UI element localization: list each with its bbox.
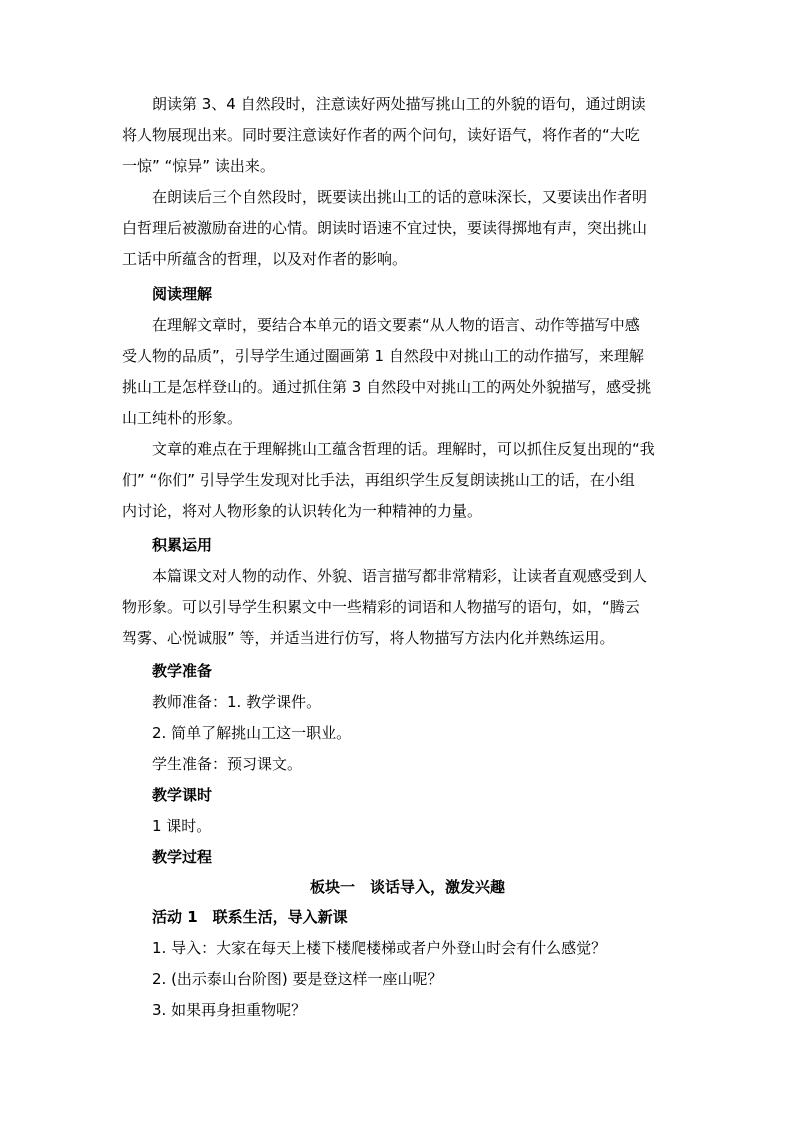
block-title: 板块一 谈话导入，激发兴趣	[310, 878, 506, 896]
step-item: 3. 如果再身担重物呢？	[152, 1001, 307, 1019]
text-line: 将人物展现出来。同时要注意读好作者的两个问句，读好语气，将作者的“大吃	[122, 126, 640, 144]
text-line: 一惊” “惊异” 读出来。	[122, 157, 275, 175]
text-line: 本篇课文对人物的动作、外貌、语言描写都非常精彩，让读者直观感受到人	[152, 567, 648, 585]
text-line: 白哲理后被激励奋进的心情。朗读时语速不宜过快，要读得掷地有声，突出挑山	[122, 219, 648, 237]
activity-title: 活动 1 联系生活，导入新课	[152, 908, 348, 926]
step-item: 1. 导入：大家在每天上楼下楼爬楼梯或者户外登山时会有什么感觉？	[152, 939, 607, 957]
text-line: 驾雾、心悦诚服” 等，并适当进行仿写，将人物描写方法内化并熟练运用。	[122, 629, 615, 647]
section-heading-process: 教学过程	[152, 848, 213, 866]
text-line: 在朗读后三个自然段时，既要读出挑山工的话的意味深长，又要读出作者明	[152, 188, 648, 206]
teacher-preparation: 教师准备：1. 教学课件。	[152, 693, 322, 711]
section-heading-reading-comprehension: 阅读理解	[152, 285, 213, 303]
step-item: 2. (出示泰山台阶图) 要是登这样一座山呢？	[152, 970, 443, 988]
section-heading-accumulation: 积累运用	[152, 536, 213, 554]
text-line: 内讨论，将对人物形象的认识转化为一种精神的力量。	[122, 502, 483, 520]
section-heading-preparation: 教学准备	[152, 662, 213, 680]
text-line: 朗读第 3、4 自然段时，注意读好两处描写挑山工的外貌的语句，通过朗读	[152, 95, 646, 113]
text-line: 在理解文章时，要结合本单元的语文要素“从人物的语言、动作等描写中感	[152, 316, 640, 334]
text-line: 山工纯朴的形象。	[122, 409, 243, 427]
student-preparation: 学生准备：预习课文。	[152, 755, 303, 773]
text-line: 受人物的品质”，引导学生通过圈画第 1 自然段中对挑山工的动作描写，来理解	[122, 347, 644, 365]
section-heading-periods: 教学课时	[152, 786, 213, 804]
preparation-item: 2. 简单了解挑山工这一职业。	[152, 724, 352, 742]
text-line: 工话中所蕴含的哲理，以及对作者的影响。	[122, 250, 408, 268]
text-line: 们” “你们” 引导学生发现对比手法，再组织学生反复朗读挑山工的话，在小组	[122, 471, 635, 489]
text-line: 文章的难点在于理解挑山工蕴含哲理的话。理解时，可以抓住反复出现的“我	[152, 440, 655, 458]
text-line: 挑山工是怎样登山的。通过抓住第 3 自然段中对挑山工的两处外貌描写，感受挑	[122, 378, 652, 396]
text-line: 物形象。可以引导学生积累文中一些精彩的词语和人物描写的语句，如，“腾云	[122, 598, 640, 616]
periods-value: 1 课时。	[152, 817, 212, 835]
